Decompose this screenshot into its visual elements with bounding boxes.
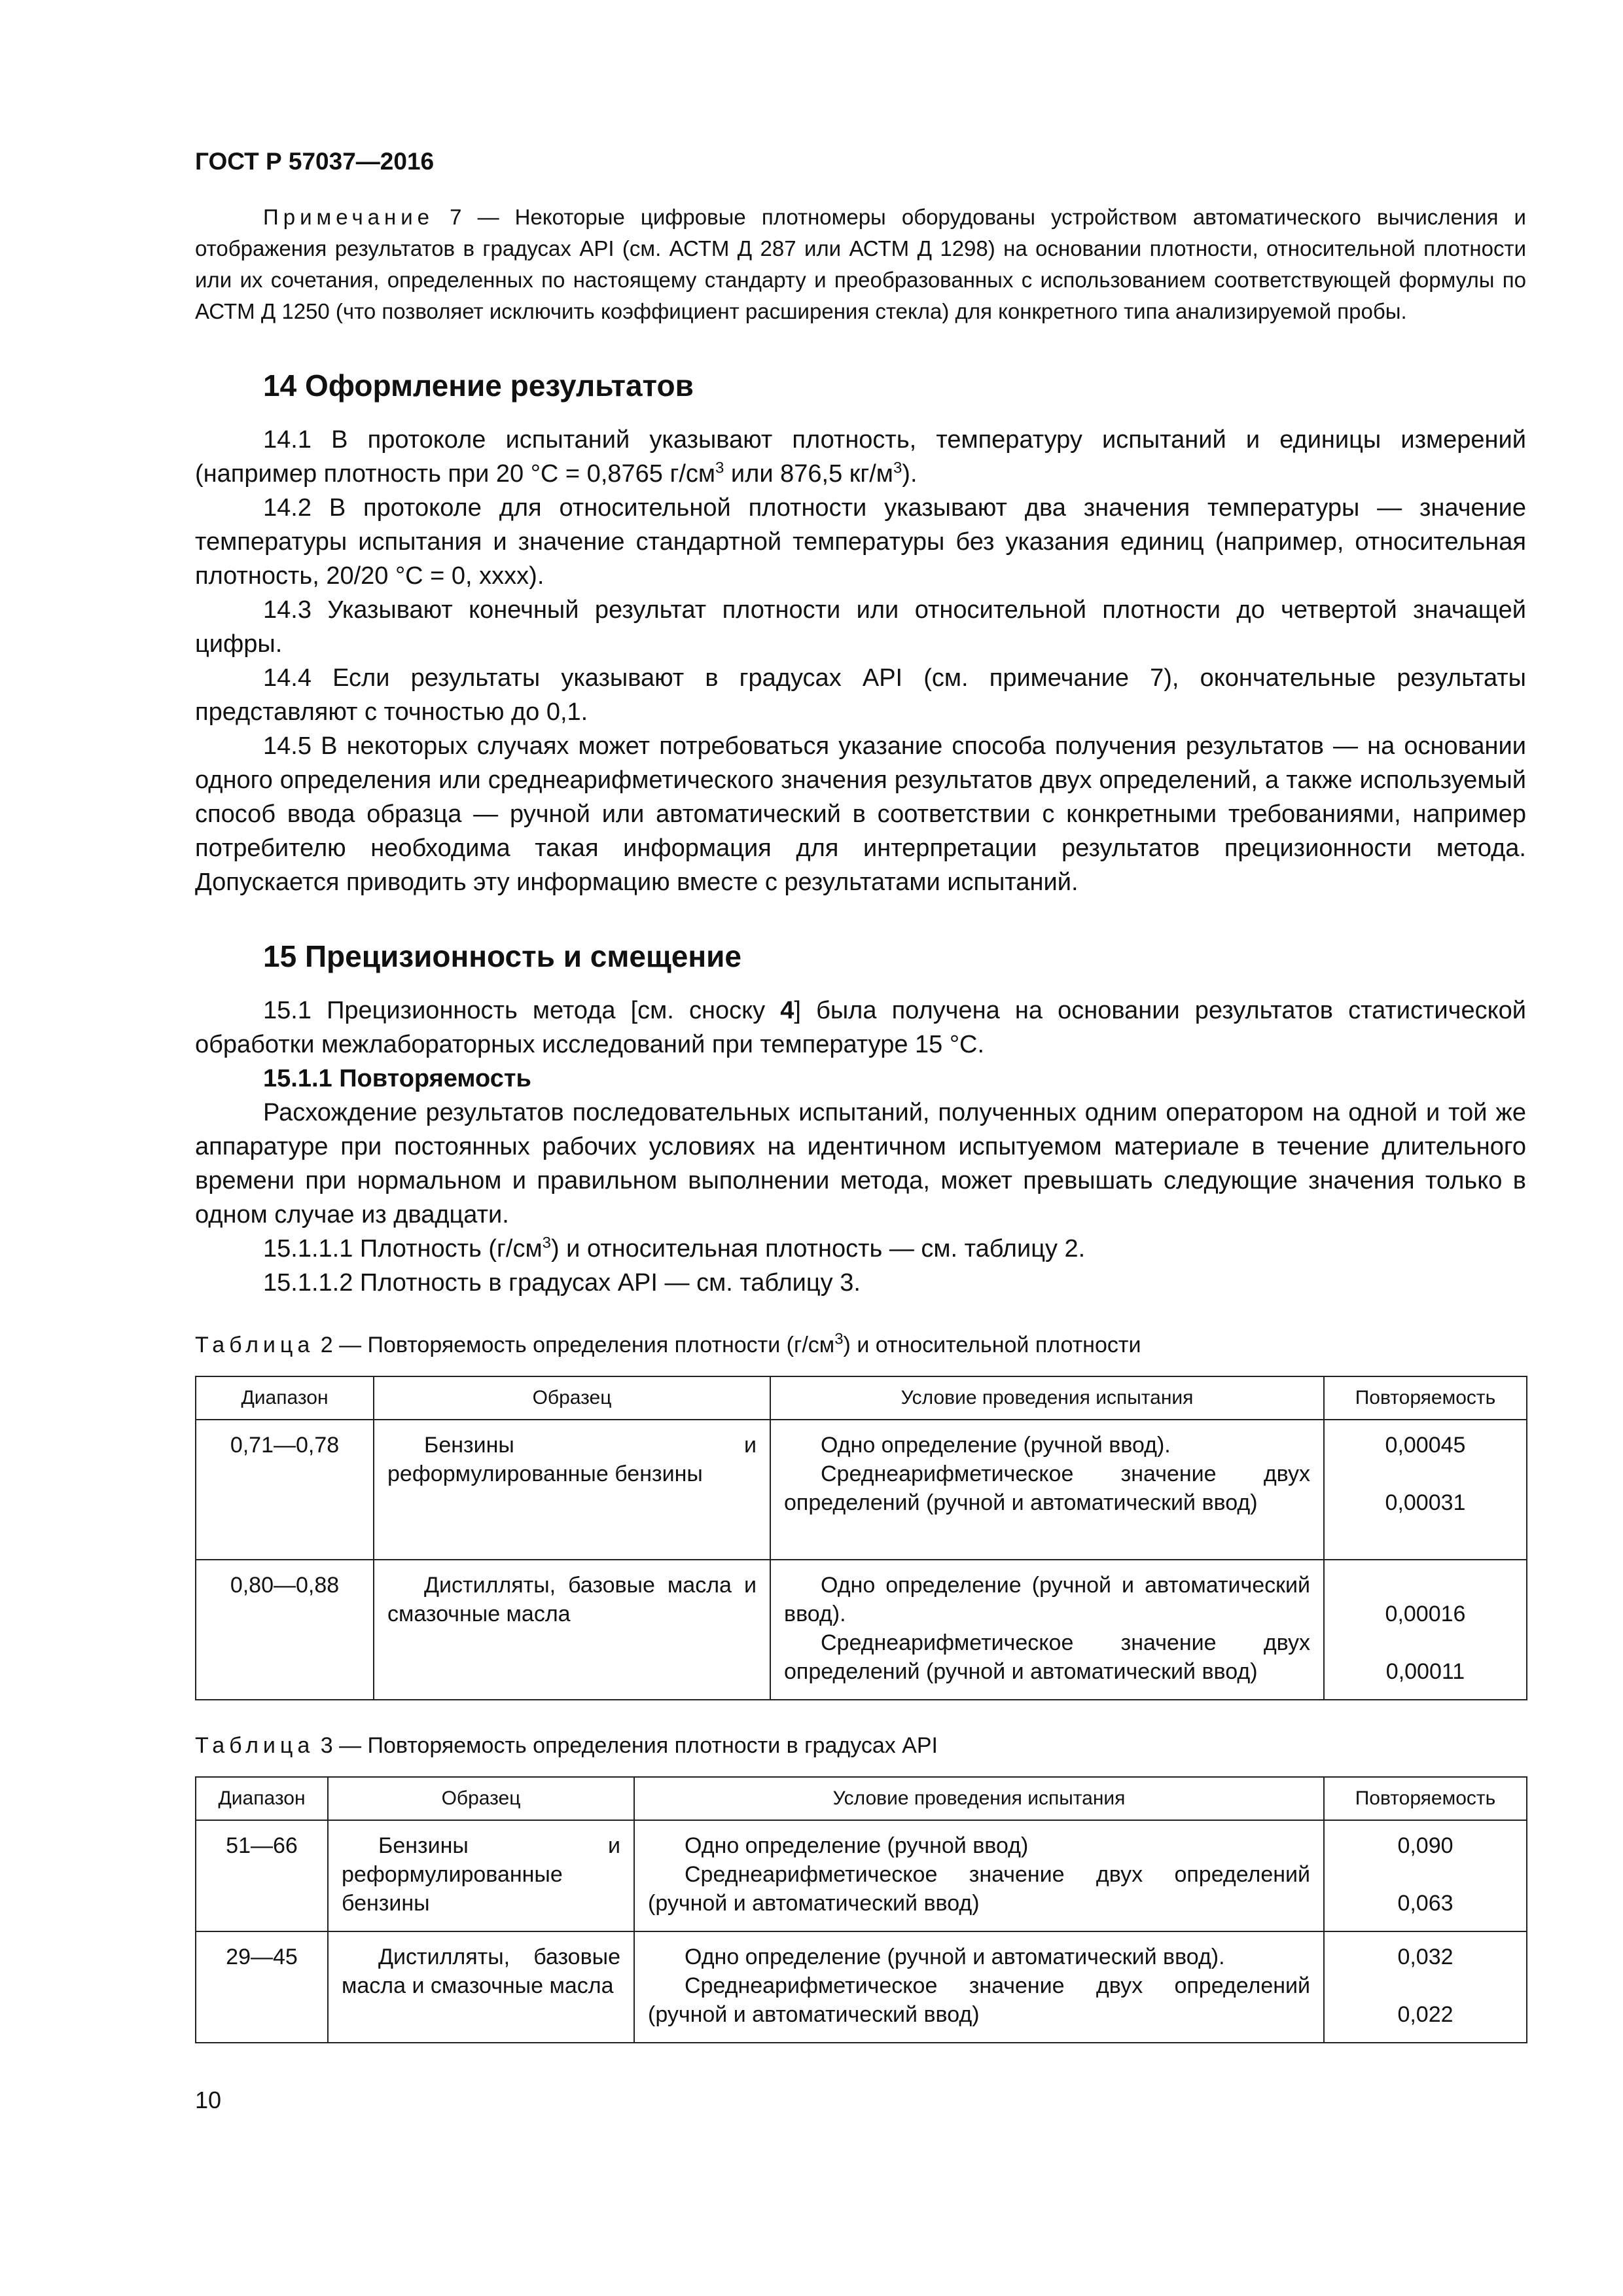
paragraph-14-3: 14.3 Указывают конечный результат плотности или относительной плотности до четвертой значащей цифры. — [195, 596, 1526, 658]
condition-single: Одно определение (ручной и автоматический ввод). — [685, 1945, 1225, 1969]
header-repeatability: Повторяемость — [1324, 1376, 1527, 1420]
superscript-3: 3 — [542, 1234, 551, 1252]
spacer — [1338, 1571, 1513, 1600]
paragraph-14-2: 14.2 В протоколе для относительной плотности указывают два значения температуры — значение температуры испытания и значение стандартной температуры без указания единиц (например, относительная плотность, 20/20 °С = 0, хххх). — [195, 494, 1526, 590]
cell-sample: Дистилляты, базовые масла и смазочные масла — [374, 1560, 770, 1700]
table-row — [196, 1420, 1527, 1560]
repeatability-single: 0,090 — [1397, 1833, 1454, 1858]
paragraph-14-4: 14.4 Если результаты указывают в градусах API (см. примечание 7), окончательные результаты представляют с точностью до 0,1. — [195, 664, 1526, 726]
superscript-3: 3 — [893, 459, 902, 477]
cell-repeatability — [1324, 1560, 1527, 1700]
note-text: 7 — Некоторые цифровые плотномеры оборудованы устройством автоматического вычисления и отображения результатов в градусах API (см. АСТМ Д 287 или АСТМ Д 1298) на основании плотности, относительной плотности или их сочетания, определенных по настоящему стандарту и преобразованных с использованием соответствующей формулы по АСТМ Д 1250 (что позволяет исключить коэффициент расширения стекла) для конкретного типа анализируемой пробы. — [195, 205, 1526, 323]
cell-condition — [770, 1560, 1324, 1700]
section-14-heading: 14 Оформление результатов — [263, 368, 694, 403]
table-3 — [195, 1776, 1527, 2043]
table-2 — [195, 1376, 1527, 1700]
table-3-caption-text: 3 — Повторяемость определения плотности в градусах API — [314, 1733, 938, 1758]
header-range: Диапазон — [196, 1376, 374, 1420]
paragraph-15-1-text-a: 15.1 Прецизионность метода [см. сноску — [263, 997, 781, 1024]
table-2-caption-label: Таблица — [195, 1333, 315, 1357]
cell-sample: Дистилляты, базовые масла и смазочные масла — [328, 1931, 634, 2043]
condition-single: Одно определение (ручной ввод). — [821, 1433, 1171, 1458]
condition-average: Среднеарифметическое значение двух определений (ручной и автоматический ввод) — [648, 1973, 1310, 2027]
cell-range: 0,71—0,78 — [196, 1420, 374, 1560]
cell-repeatability — [1324, 1820, 1527, 1931]
superscript-3: 3 — [834, 1330, 844, 1348]
table-3-caption-label: Таблица — [195, 1733, 315, 1758]
cell-repeatability — [1324, 1931, 1527, 2043]
paragraph-15-1-1-2: 15.1.1.2 Плотность в градусах API — см. таблицу 3. — [263, 1269, 861, 1297]
table-3-caption — [195, 1731, 1526, 1761]
condition-average: Среднеарифметическое значение двух определений (ручной и автоматический ввод) — [784, 1462, 1310, 1515]
cell-range: 0,80—0,88 — [196, 1560, 374, 1700]
table-header-row — [196, 1777, 1527, 1820]
repeatability-single: 0,00045 — [1385, 1433, 1466, 1458]
cell-range: 51—66 — [196, 1820, 328, 1931]
standard-header: ГОСТ Р 57037—2016 — [195, 148, 435, 175]
table-2-caption-text-a: 2 — Повторяемость определения плотности (г/см — [314, 1333, 835, 1357]
table-row — [196, 1560, 1527, 1700]
spacer — [1338, 1460, 1513, 1488]
condition-average: Среднеарифметическое значение двух определений (ручной и автоматический ввод) — [784, 1630, 1310, 1684]
paragraph-15-1-1-1-text-a: 15.1.1.1 Плотность (г/см — [263, 1235, 543, 1263]
condition-single: Одно определение (ручной ввод) — [685, 1833, 1029, 1858]
cell-sample: Бензины и реформулированные бензины — [328, 1820, 634, 1931]
cell-condition — [634, 1820, 1324, 1931]
table-header-row — [196, 1376, 1527, 1420]
paragraph-15-1-1-1 — [195, 1232, 1526, 1266]
document-page — [195, 148, 1526, 2043]
header-sample: Образец — [328, 1777, 634, 1820]
paragraph-15-1-1-1-text-b: ) и относительная плотность — см. таблицу 2. — [550, 1235, 1086, 1263]
paragraph-15-1 — [195, 994, 1526, 1062]
section-15-heading: 15 Прецизионность и смещение — [263, 939, 742, 973]
header-range: Диапазон — [196, 1777, 328, 1820]
table-row — [196, 1820, 1527, 1931]
subsection-15-1-1-heading: 15.1.1 Повторяемость — [263, 1065, 531, 1092]
paragraph-14-1 — [195, 423, 1526, 491]
repeatability-average: 0,00031 — [1385, 1490, 1466, 1515]
paragraph-14-1-text-a: 14.1 В протоколе испытаний указывают плотность, температуру испытаний и единицы измерений (например плотность при 20 °С = 0,8765 г/см — [195, 426, 1526, 488]
paragraph-14-1-text-b: или 876,5 кг/м — [724, 460, 893, 488]
paragraph-15-1-text-b: ] была получена на основании результатов статистической обработки межлабораторных исследований при температуре 15 °С. — [195, 997, 1526, 1058]
cell-repeatability — [1324, 1420, 1527, 1560]
cell-sample: Бензины и реформулированные бензины — [374, 1420, 770, 1560]
header-sample: Образец — [374, 1376, 770, 1420]
header-condition: Условие проведения испытания — [634, 1777, 1324, 1820]
note-label: Примечание — [263, 205, 435, 229]
header-condition: Условие проведения испытания — [770, 1376, 1324, 1420]
cell-condition — [634, 1931, 1324, 2043]
cell-condition — [770, 1420, 1324, 1560]
cell-range: 29—45 — [196, 1931, 328, 2043]
repeatability-average: 0,00011 — [1385, 1659, 1465, 1684]
condition-single: Одно определение (ручной и автоматический ввод). — [784, 1573, 1310, 1626]
table-row — [196, 1931, 1527, 2043]
paragraph-14-5: 14.5 В некоторых случаях может потребоваться указание способа получения результатов — на основании одного определения или среднеарифметического значения результатов двух определений, а также используемый способ ввода образца — ручной или автоматический в соответствии с конкретными требованиями, например потребителю необходима такая информация для интерпретации результатов прецизионности метода. Допускается приводить эту информацию вместе с результатами испытаний. — [195, 732, 1526, 896]
table-2-caption — [195, 1330, 1526, 1360]
paragraph-15-1-1: Расхождение результатов последовательных испытаний, полученных одним оператором на одной и той же аппаратуре при постоянных рабочих условиях на идентичном испытуемом материале в течение длительного времени при нормальном и правильном выполнении метода, может превышать следующие значения только в одном случае из двадцати. — [195, 1099, 1526, 1229]
spacer — [1338, 1971, 1513, 2000]
spacer — [1338, 1860, 1513, 1889]
header-repeatability: Повторяемость — [1324, 1777, 1527, 1820]
table-2-caption-text-b: ) и относительной плотности — [843, 1333, 1141, 1357]
repeatability-average: 0,022 — [1397, 2002, 1454, 2027]
repeatability-average: 0,063 — [1397, 1891, 1454, 1916]
note-7 — [195, 202, 1526, 327]
condition-average: Среднеарифметическое значение двух определений (ручной и автоматический ввод) — [648, 1862, 1310, 1916]
repeatability-single: 0,032 — [1397, 1945, 1454, 1969]
spacer — [1338, 1517, 1513, 1546]
paragraph-14-1-text-c: ). — [902, 460, 918, 488]
repeatability-single: 0,00016 — [1385, 1602, 1466, 1626]
spacer — [1338, 1628, 1513, 1657]
footnote-reference: 4 — [780, 997, 794, 1024]
superscript-3: 3 — [715, 459, 724, 477]
page-number: 10 — [195, 2087, 222, 2113]
